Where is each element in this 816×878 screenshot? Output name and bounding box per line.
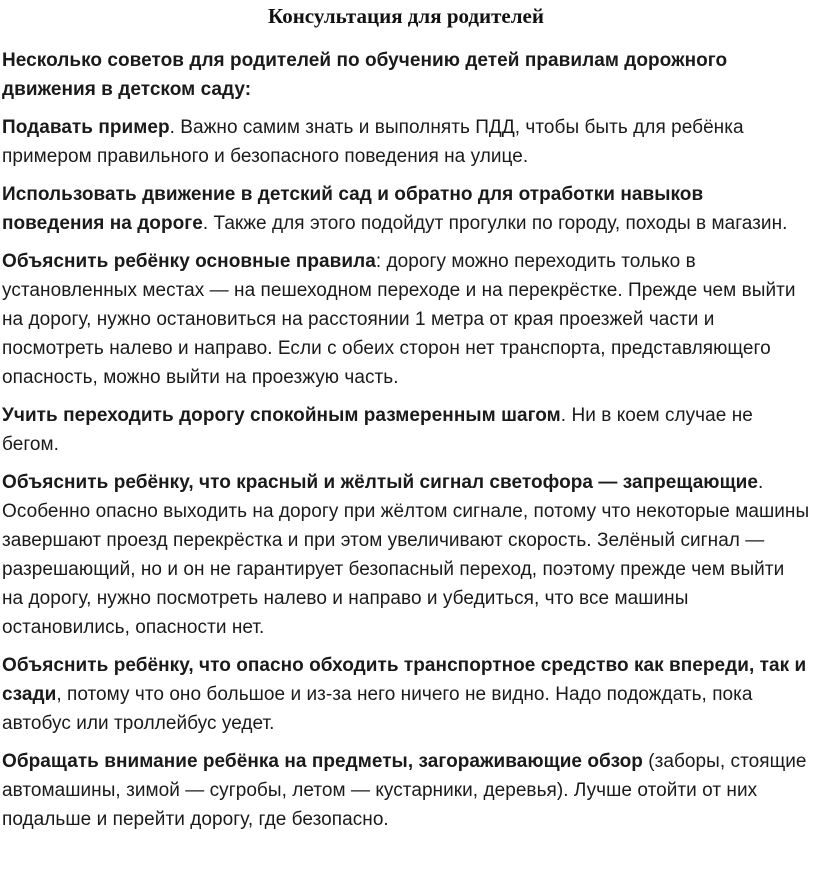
tip-heading: Подавать пример [2, 117, 170, 138]
intro-paragraph: Несколько советов для родителей по обучению детей правилам дорожного движения в детском саду: [2, 50, 728, 100]
tip-paragraph [2, 247, 810, 392]
tip-text: , потому что оно большое и из-за него ничего не видно. Надо подождать, пока автобус или троллейбус уедет. [2, 684, 753, 734]
tip-paragraph [2, 651, 810, 738]
tip-text: (заборы, стоящие автомашины, зимой — сугробы, летом — кустарники, деревья). Лучше отойти от них подальше и перейти дорогу, где безопасно. [2, 751, 807, 830]
tip-text: . Ни в коем случае не бегом. [2, 405, 753, 455]
tip-paragraph [2, 180, 810, 238]
tip-heading: Учить переходить дорогу спокойным размеренным шагом [2, 405, 561, 426]
tip-paragraph [2, 401, 810, 459]
tip-text: . Особенно опасно выходить на дорогу при жёлтом сигнале, потому что некоторые машины завершают проезд перекрёстка и при этом увеличивают скорость. Зелёный сигнал — разрешающий, но и он не гарантирует безопасный переход, поэтому прежде чем выйти на дорогу, нужно посмотреть налево и направо и убедиться, что все машины остановились, опасности нет. [2, 472, 810, 638]
tip-text: . Важно самим знать и выполнять ПДД, чтобы быть для ребёнка примером правильного и безопасного поведения на улице. [2, 117, 744, 167]
tip-paragraph [2, 113, 810, 171]
tip-heading: Обращать внимание ребёнка на предметы, загораживающие обзор [2, 751, 643, 772]
tip-text: . Также для этого подойдут прогулки по городу, походы в магазин. [202, 213, 788, 234]
tip-paragraph [2, 468, 810, 642]
tip-heading: Объяснить ребёнку, что опасно обходить транспортное средство как впереди, так и сзади [2, 655, 807, 705]
tip-heading: Использовать движение в детский сад и обратно для отработки навыков поведения на дороге [2, 184, 704, 234]
tip-text: : дорогу можно переходить только в установленных местах — на пешеходном переходе и на перекрёстке. Прежде чем выйти на дорогу, нужно остановиться на расстоянии 1 метра от края проезжей части и посмотреть налево и направо. Если с обеих сторон нет транспорта, представляющего опасность, можно выйти на проезжую часть. [2, 251, 796, 388]
tip-paragraph [2, 747, 810, 834]
document-title: Консультация для родителей [268, 4, 544, 28]
tip-heading: Объяснить ребёнку, что красный и жёлтый сигнал светофора — запрещающие [2, 472, 759, 493]
tip-heading: Объяснить ребёнку основные правила [2, 251, 376, 272]
